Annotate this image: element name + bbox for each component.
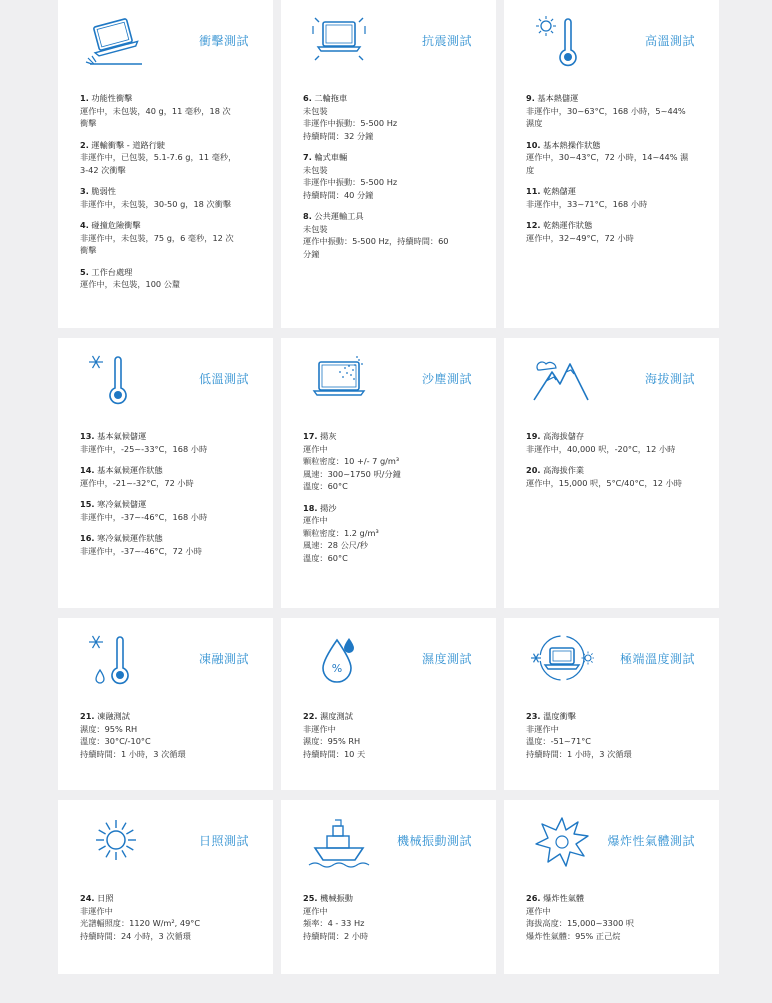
test-name: 基本氣候儲運: [97, 431, 147, 441]
test-detail: 分鐘: [303, 248, 320, 259]
test-number: 25.: [303, 893, 318, 903]
test-number: 6.: [303, 93, 312, 103]
test-name: 基本熱儲運: [537, 93, 579, 103]
test-name: 乾熱運作狀態: [543, 220, 593, 230]
test-detail: 溫度：60°C: [303, 481, 348, 491]
test-name: 爆炸性氣體: [543, 893, 585, 903]
test-detail: 未包裝: [303, 223, 328, 234]
test-heading: [303, 892, 482, 905]
test-name: 機械振動: [320, 893, 353, 903]
test-detail: 運作中: [526, 905, 551, 916]
test-number: 1.: [80, 93, 89, 103]
test-detail: 運作中，32~49°C，72 小時: [526, 232, 634, 243]
test-detail: 運作中: [303, 905, 328, 916]
card-title: 抗震測試: [421, 34, 472, 48]
test-name: 二輪拖車: [314, 93, 348, 103]
test-number: 12.: [526, 220, 541, 230]
test-card: [281, 0, 496, 328]
test-item: [526, 710, 705, 760]
test-number: 23.: [526, 711, 541, 721]
test-item: [80, 185, 259, 210]
test-card: [58, 618, 273, 790]
test-card: [58, 338, 273, 608]
test-heading: [80, 892, 259, 905]
test-item: [303, 151, 482, 201]
card-title: 衝擊測試: [198, 34, 249, 48]
test-item: [80, 710, 259, 760]
test-detail: 爆炸性氣體：95% 正己烷: [526, 930, 621, 941]
test-list: [80, 710, 259, 769]
test-number: 18.: [303, 502, 318, 513]
mountain-icon: [530, 350, 594, 408]
test-detail: 持續時間：32 分鐘: [303, 130, 374, 141]
test-detail: 持續時間：40 分鐘: [303, 189, 374, 200]
test-list: [303, 892, 482, 951]
test-number: 20.: [526, 465, 541, 475]
test-detail: 運作中，30~43°C，72 小時，14~44% 濕: [526, 152, 689, 162]
test-name: 高海拔作業: [543, 465, 585, 475]
test-heading: [303, 430, 482, 443]
test-number: 21.: [80, 711, 95, 721]
test-heading: [526, 710, 705, 723]
test-detail: 持續時間：2 小時: [303, 930, 369, 941]
test-detail: 濕度：95% RH: [80, 723, 138, 734]
test-item: [80, 532, 259, 557]
test-detail: 運作中，15,000 呎，5°C/40°C，12 小時: [526, 477, 682, 488]
test-heading: [80, 139, 259, 152]
test-detail: 非運作中，30~63°C，168 小時，5~44%: [526, 105, 686, 116]
test-card: [281, 618, 496, 790]
test-item: [303, 210, 482, 260]
test-detail: 非運作中，-25~-33°C，168 小時: [80, 443, 208, 454]
test-name: 功能性衝擊: [91, 93, 133, 103]
test-item: [80, 139, 259, 177]
test-detail: 運作中，未包裝，40 g，11 毫秒，18 次: [80, 105, 231, 116]
ship-icon: [307, 812, 371, 870]
test-detail: 運作中: [303, 443, 328, 454]
test-number: 11.: [526, 186, 541, 196]
card-title: 日照測試: [198, 834, 249, 848]
test-card: [504, 800, 719, 974]
card-title: 低溫測試: [198, 372, 249, 386]
test-detail: 非運作中，40,000 呎，-20°C，12 小時: [526, 443, 676, 454]
test-detail: 非運作中，已包裝，5.1-7.6 g，11 毫秒，: [80, 152, 237, 162]
card-title: 高溫測試: [644, 34, 695, 48]
test-heading: [80, 430, 259, 443]
test-item: [80, 498, 259, 523]
test-list: [526, 710, 705, 769]
test-detail: 運作中，-21~-32°C，72 小時: [80, 477, 194, 488]
test-detail: 風速：28 公尺/秒: [303, 540, 368, 550]
test-list: [526, 430, 705, 498]
test-detail: 持續時間：1 小時，3 次循環: [80, 748, 186, 759]
test-item: [80, 219, 259, 257]
test-name: 溫度衝擊: [543, 711, 576, 721]
test-number: 16.: [80, 533, 95, 543]
test-name: 凍融測試: [97, 711, 130, 721]
test-heading: [526, 139, 705, 152]
test-list: [80, 892, 259, 951]
test-card: [58, 0, 273, 328]
test-detail: 非運作中，33~71°C，168 小時: [526, 198, 648, 209]
test-name: 揚灰: [320, 431, 337, 441]
test-name: 揚沙: [320, 502, 337, 513]
card-title: 機械振動測試: [396, 834, 472, 848]
test-item: [80, 266, 259, 291]
test-detail: 非運作中，未包裝，75 g，6 毫秒，12 次: [80, 232, 234, 243]
test-name: 日照: [97, 893, 114, 903]
test-card: [504, 0, 719, 328]
test-item: [80, 464, 259, 489]
card-title: 極端溫度測試: [619, 652, 695, 666]
test-detail: 未包裝: [303, 164, 328, 175]
thermometer-snowflake-icon: [84, 350, 148, 408]
thermometer-sun-icon: [530, 12, 594, 70]
test-item: [303, 430, 482, 493]
test-detail: 度: [526, 164, 535, 175]
test-item: [526, 892, 705, 942]
test-detail: 3-42 次衝擊: [80, 164, 126, 175]
test-item: [303, 92, 482, 142]
test-heading: [303, 92, 482, 105]
test-detail: 運作中振動：5-500 Hz，持續時間：60: [303, 236, 449, 246]
test-number: 19.: [526, 431, 541, 441]
test-detail: 溫度：60°C: [303, 552, 348, 563]
test-number: 5.: [80, 266, 89, 277]
test-detail: 濕度：95% RH: [303, 736, 361, 746]
test-detail: 運作中: [303, 515, 328, 525]
test-card: [504, 618, 719, 790]
test-detail: 持續時間：1 小時，3 次循環: [526, 748, 632, 759]
test-detail: 非運作中，未包裝，30-50 g，18 次衝擊: [80, 198, 232, 209]
test-detail: 風速：300~1750 呎/分鐘: [303, 468, 401, 479]
test-number: 10.: [526, 139, 541, 150]
test-heading: [526, 430, 705, 443]
test-item: [526, 430, 705, 455]
test-list: [303, 710, 482, 769]
test-detail: 非運作中，-37~-46°C，72 小時: [80, 545, 202, 556]
card-title: 沙塵測試: [421, 372, 472, 386]
test-name: 基本氣候運作狀態: [97, 465, 163, 475]
explosion-icon: [530, 812, 594, 870]
test-detail: 非運作中: [303, 723, 336, 734]
test-list: [303, 92, 482, 269]
test-detail: 溫度：-51~71°C: [526, 736, 592, 746]
test-heading: [80, 464, 259, 477]
test-name: 運輸衝擊 - 道路行駛: [91, 139, 166, 150]
test-heading: [80, 498, 259, 511]
test-list: [303, 430, 482, 573]
test-number: 2.: [80, 139, 89, 150]
test-card: [281, 800, 496, 974]
test-heading: [80, 219, 259, 232]
test-detail: 未包裝: [303, 105, 328, 116]
humidity-drop-icon: [307, 630, 371, 688]
test-heading: [80, 92, 259, 105]
test-detail: 非運作中: [80, 905, 113, 916]
test-heading: [526, 892, 705, 905]
test-name: 輪式車輛: [314, 152, 348, 162]
test-item: [303, 710, 482, 760]
test-number: 9.: [526, 93, 535, 103]
card-title: 濕度測試: [421, 652, 472, 666]
test-number: 17.: [303, 431, 318, 441]
laptop-drop-icon: [84, 12, 148, 70]
card-title: 海拔測試: [644, 372, 695, 386]
test-name: 濕度測試: [320, 711, 353, 721]
test-heading: [303, 502, 482, 515]
test-name: 工作台處理: [91, 266, 133, 277]
test-number: 22.: [303, 711, 318, 721]
test-list: [80, 92, 259, 300]
card-title: 爆炸性氣體測試: [607, 834, 695, 848]
test-detail: 非運作中振動：5-500 Hz: [303, 177, 398, 187]
test-name: 碰撞危險衝擊: [91, 220, 141, 230]
test-list: [80, 430, 259, 566]
test-heading: [526, 464, 705, 477]
test-number: 24.: [80, 893, 95, 903]
test-detail: 非運作中振動：5-500 Hz: [303, 118, 398, 128]
test-heading: [80, 266, 259, 279]
test-card: [58, 800, 273, 974]
test-detail: 溫度：30°C/-10°C: [80, 736, 151, 746]
test-number: 7.: [303, 152, 312, 162]
test-detail: 頻率：4 - 33 Hz: [303, 918, 365, 928]
laptop-temperature-cycle-icon: [530, 630, 594, 688]
test-detail: 衝擊: [80, 118, 97, 128]
test-heading: [80, 185, 259, 198]
test-heading: [303, 210, 482, 223]
test-item: [526, 92, 705, 130]
test-name: 乾熱儲運: [543, 186, 576, 196]
test-number: 4.: [80, 220, 89, 230]
test-card: [504, 338, 719, 608]
test-item: [80, 892, 259, 942]
test-item: [80, 92, 259, 130]
test-detail: 光譜輻照度：1120 W/m², 49°C: [80, 918, 201, 928]
test-detail: 持續時間：24 小時，3 次循環: [80, 930, 191, 941]
laptop-sand-icon: [307, 350, 371, 408]
test-number: 26.: [526, 893, 541, 903]
test-item: [526, 185, 705, 210]
card-title: 凍融測試: [198, 652, 249, 666]
test-heading: [303, 151, 482, 164]
test-detail: 非運作中，-37~-46°C，168 小時: [80, 511, 208, 522]
test-name: 高海拔儲存: [543, 431, 585, 441]
test-heading: [80, 532, 259, 545]
test-number: 8.: [303, 211, 312, 221]
test-detail: 非運作中: [526, 723, 559, 734]
test-detail: 運作中，未包裝，100 公釐: [80, 279, 181, 289]
test-list: [526, 892, 705, 951]
test-name: 脆弱性: [91, 186, 116, 196]
test-heading: [80, 710, 259, 723]
sun-icon: [84, 812, 148, 870]
test-name: 基本熱操作狀態: [543, 139, 601, 150]
test-name: 寒冷氣候運作狀態: [97, 533, 163, 543]
test-number: 15.: [80, 499, 95, 509]
test-heading: [303, 710, 482, 723]
freeze-thaw-icon: [84, 630, 148, 688]
test-heading: [526, 219, 705, 232]
test-list: [526, 92, 705, 253]
test-item: [526, 219, 705, 244]
test-item: [526, 464, 705, 489]
test-item: [303, 892, 482, 942]
laptop-vibration-icon: [307, 12, 371, 70]
test-name: 寒冷氣候儲運: [97, 499, 147, 509]
test-heading: [526, 92, 705, 105]
test-detail: 衝擊: [80, 245, 97, 255]
test-detail: 海拔高度：15,000~3300 呎: [526, 918, 635, 928]
test-number: 14.: [80, 465, 95, 475]
test-item: [526, 139, 705, 177]
svg-text:%: %: [331, 662, 343, 675]
test-detail: 濕度: [526, 118, 543, 128]
test-item: [303, 502, 482, 565]
test-name: 公共運輸工具: [314, 211, 364, 221]
test-detail: 顆粒密度：10 +/- 7 g/m³: [303, 456, 400, 466]
test-number: 3.: [80, 186, 89, 196]
test-detail: 顆粒密度：1.2 g/m³: [303, 527, 379, 538]
test-heading: [526, 185, 705, 198]
test-detail: 持續時間：10 天: [303, 748, 366, 759]
test-item: [80, 430, 259, 455]
test-number: 13.: [80, 431, 95, 441]
test-card: [281, 338, 496, 608]
